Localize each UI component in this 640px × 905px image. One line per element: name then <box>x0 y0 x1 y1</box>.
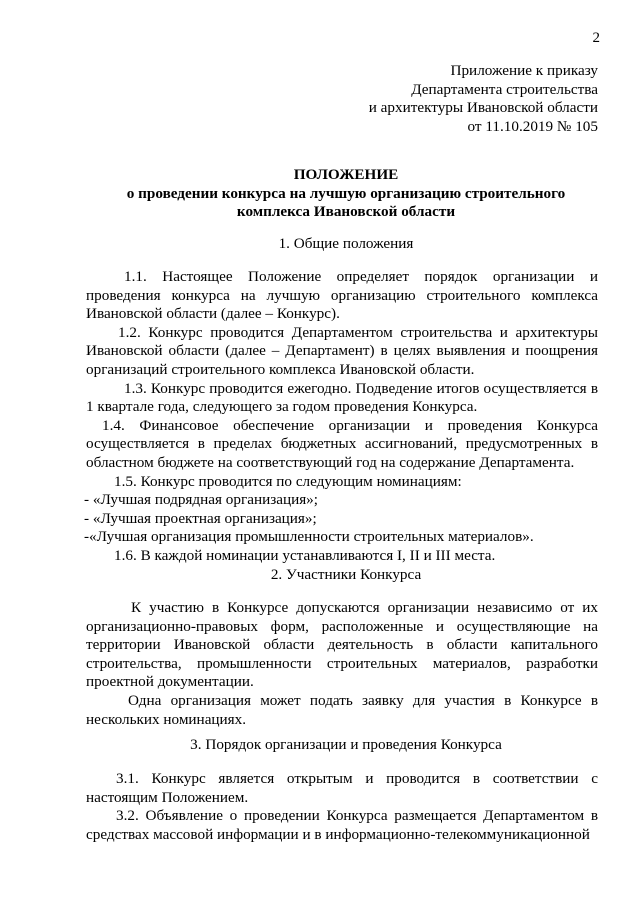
paragraph-2-2: Одна организация может подать заявку для участия в Конкурсе в нескольких номинациях. <box>86 691 598 728</box>
title-line: ПОЛОЖЕНИЕ <box>293 166 399 183</box>
paragraph-1-6: 1.6. В каждой номинации устанавливаются I, II и III места. <box>114 546 496 564</box>
appendix-header <box>369 62 598 136</box>
paragraph-3-1: 3.1. Конкурс является открытым и проводится в соответствии с настоящим Положением. <box>86 770 598 806</box>
title-line: о проведении конкурса на лучшую организацию строительного <box>126 184 566 202</box>
paragraph-2-1: К участию в Конкурсе допускаются организации независимо от их организационно-правовых форм, расположенные и осуществляющие на территории Ивановской области деятельность в области капитального строительства, промышленности строительных материалов, разработки проектной документации. <box>86 599 598 691</box>
section-2-heading: 2. Участники Конкурса <box>270 566 422 583</box>
nomination-item: - «Лучшая подрядная организация»; <box>84 491 318 509</box>
paragraph-1-4: 1.4. Финансовое обеспечение организации и проведения Конкурса осуществляется в пределах бюджетных ассигнований, предусмотренных в областном бюджете на соответствующий год на содержание Департамента. <box>86 416 598 471</box>
paragraph-1-5: 1.5. Конкурс проводится по следующим номинациям: <box>114 472 462 490</box>
appendix-line: Департамента строительства <box>411 80 598 98</box>
section-3-heading: 3. Порядок организации и проведения Конкурса <box>190 736 502 753</box>
appendix-date-number: от 11.10.2019 № 105 <box>467 117 598 135</box>
paragraph-1-3: 1.3. Конкурс проводится ежегодно. Подведение итогов осуществляется в 1 квартале года, следующего за годом проведения Конкурса. <box>86 379 598 416</box>
section-2-body <box>86 599 598 729</box>
section-3-body <box>86 770 598 844</box>
nomination-item: -«Лучшая организация промышленности строительных материалов». <box>84 528 534 546</box>
section-1-body <box>86 268 598 566</box>
paragraph-1-1: 1.1. Настоящее Положение определяет порядок организации и проведения конкурса на лучшую организацию строительного комплекса Ивановской области (далее – Конкурс). <box>86 268 598 323</box>
nomination-item: - «Лучшая проектная организация»; <box>84 509 317 527</box>
page-number: 2 <box>592 30 600 46</box>
section-1-heading: 1. Общие положения <box>278 235 414 252</box>
appendix-line: и архитектуры Ивановской области <box>368 99 598 117</box>
document-title <box>86 166 606 222</box>
paragraph-3-2: 3.2. Объявление о проведении Конкурса размещается Департаментом в средствах массовой информации и в информационно-телекоммуникационной <box>86 807 598 843</box>
paragraph-1-2: 1.2. Конкурс проводится Департаментом строительства и архитектуры Ивановской области (далее – Департамент) в целях выявления и поощрения организаций строительного комплекса Ивановской области. <box>86 323 598 378</box>
title-line: комплекса Ивановской области <box>236 203 456 221</box>
appendix-line: Приложение к приказу <box>450 62 598 79</box>
